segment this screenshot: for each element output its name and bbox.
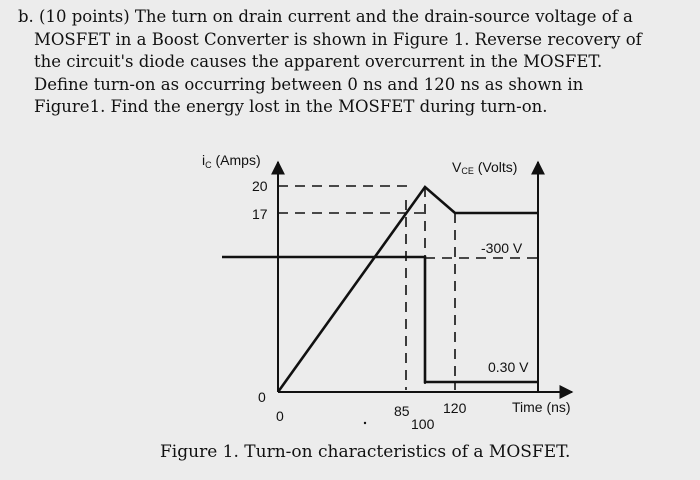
tick-label-20: 20	[252, 178, 268, 194]
problem-line: MOSFET in a Boost Converter is shown in Figure 1. Reverse recovery of	[34, 29, 642, 49]
figure-caption: Figure 1. Turn-on characteristics of a MOSFET.	[160, 442, 571, 462]
tick-label-100: 100	[411, 416, 435, 432]
problem-line: Define turn-on as occurring between 0 ns and 120 ns as shown in	[34, 74, 584, 94]
tick-label-17: 17	[252, 206, 268, 222]
voltage-label-030: 0.30 V	[488, 359, 529, 375]
tick-label-85: 85	[394, 403, 410, 419]
tick-label-0-current: 0	[258, 389, 266, 405]
current-axis-label: $i_C$ (Amps)	[202, 152, 261, 170]
tick-label-time-0: 0	[276, 408, 284, 424]
marker-dot	[364, 422, 366, 424]
voltage-axis-label: VCE (Volts)	[452, 159, 518, 176]
voltage-label-300: -300 V	[481, 240, 523, 256]
time-axis-label: Time (ns)	[512, 399, 571, 415]
problem-line: Figure1. Find the energy lost in the MOSFET during turn-on.	[34, 97, 548, 116]
problem-line: the circuit's diode causes the apparent overcurrent in the MOSFET.	[34, 52, 603, 71]
problem-line: b. (10 points) The turn on drain current and the drain-source voltage of a	[18, 7, 633, 26]
tick-label-120: 120	[443, 400, 467, 416]
